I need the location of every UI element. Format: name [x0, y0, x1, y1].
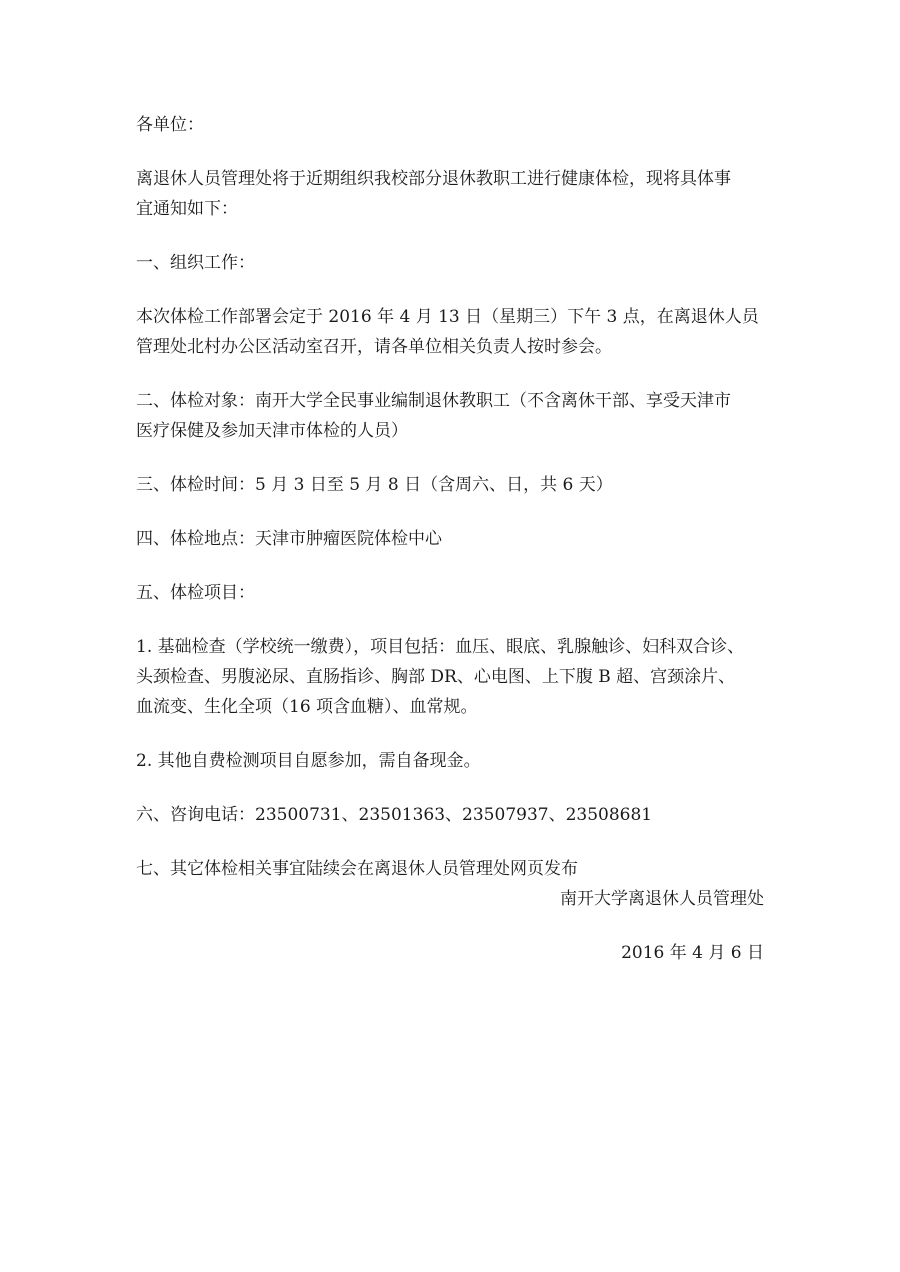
section-1-heading — [136, 248, 776, 278]
section-1-line-1: 本次体检工作部署会定于 2016 年 4 月 13 日（星期三）下午 3 点，在离退休人员 — [136, 307, 759, 327]
intro-line-2: 宜通知如下： — [136, 199, 238, 219]
intro-line-1: 离退休人员管理处将于近期组织我校部分退休教职工进行健康体检，现将具体事 — [136, 169, 731, 189]
section-6-text: 六、咨询电话：23500731、23501363、23507937、23508681 — [136, 805, 653, 825]
section-7-text: 七、其它体检相关事宜陆续会在离退休人员管理处网页发布 — [136, 859, 578, 879]
section-1-body — [136, 302, 776, 362]
item-1-line-3: 血流变、生化全项（16 项含血糖）、血常规。 — [136, 697, 478, 717]
section-2-line-2: 医疗保健及参加天津市体检的人员） — [136, 421, 408, 441]
section-4-text: 四、体检地点：天津市肿瘤医院体检中心 — [136, 529, 442, 549]
section-3 — [136, 470, 776, 500]
item-1 — [136, 632, 776, 722]
section-2 — [136, 386, 776, 446]
section-1-line-2: 管理处北村办公区活动室召开，请各单位相关负责人按时参会。 — [136, 337, 612, 357]
section-3-text: 三、体检时间：5 月 3 日至 5 月 8 日（含周六、日，共 6 天） — [136, 475, 613, 495]
document-body — [136, 110, 776, 908]
item-1-line-1: 1. 基础检查（学校统一缴费），项目包括：血压、眼底、乳腺触诊、妇科双合诊、 — [136, 637, 745, 657]
section-5-heading — [136, 578, 776, 608]
section-5-heading-text: 五、体检项目： — [136, 583, 255, 603]
salutation — [136, 110, 776, 140]
section-7 — [136, 854, 776, 884]
salutation-text: 各单位： — [136, 115, 204, 135]
section-1-heading-text: 一、组织工作： — [136, 253, 255, 273]
item-2 — [136, 746, 776, 776]
document-date: 2016 年 4 月 6 日 — [621, 943, 764, 963]
intro-paragraph — [136, 164, 776, 224]
item-1-line-2: 头颈检查、男腹泌尿、直肠指诊、胸部 DR、心电图、上下腹 B 超、宫颈涂片、 — [136, 667, 736, 687]
section-2-line-1: 二、体检对象：南开大学全民事业编制退休教职工（不含离休干部、享受天津市 — [136, 391, 731, 411]
item-2-text: 2. 其他自费检测项目自愿参加，需自备现金。 — [136, 751, 481, 771]
signature: 南开大学离退休人员管理处 — [560, 889, 764, 909]
section-6 — [136, 800, 776, 830]
section-4 — [136, 524, 776, 554]
